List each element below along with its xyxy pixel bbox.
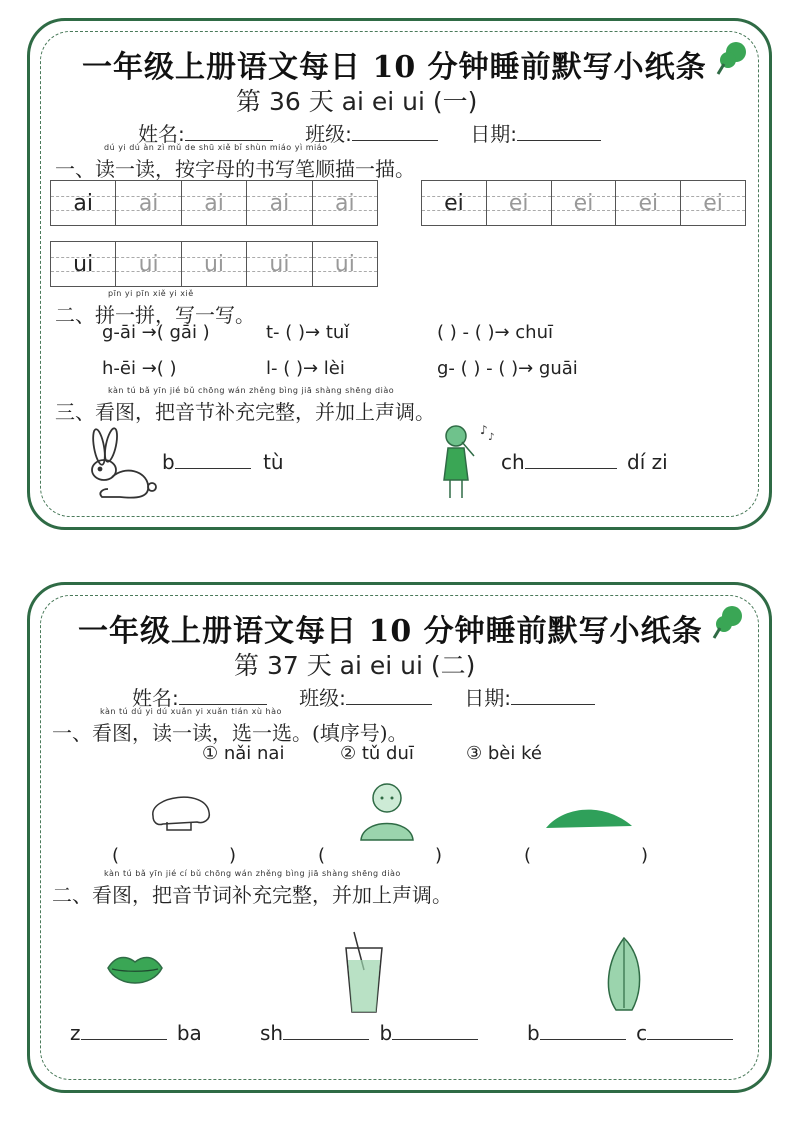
answer-blank[interactable] bbox=[283, 1021, 369, 1040]
dirt-mound-illustration bbox=[544, 800, 634, 832]
cabbage-illustration bbox=[596, 932, 652, 1012]
answer-initial: b bbox=[162, 450, 175, 474]
class-label: 班级: bbox=[305, 122, 352, 146]
exercise-5[interactable]: l- ( )→ lèi bbox=[266, 358, 345, 379]
option-3: ③ bèi ké bbox=[466, 743, 542, 764]
answer-blank[interactable] bbox=[525, 450, 617, 469]
grid-cell[interactable]: ai bbox=[116, 181, 181, 225]
grid-cell[interactable]: ai bbox=[313, 181, 377, 225]
name-label: 姓名: bbox=[132, 686, 179, 710]
name-field[interactable] bbox=[179, 686, 267, 705]
answer-blank[interactable] bbox=[647, 1021, 733, 1040]
grid-cell[interactable]: ui bbox=[313, 242, 377, 286]
answer-syllable: tù bbox=[263, 450, 284, 474]
exercise-6[interactable]: g- ( ) - ( )→ guāi bbox=[437, 358, 578, 379]
option-2: ② tǔ duī bbox=[340, 743, 414, 764]
grid-cell[interactable]: ei bbox=[681, 181, 745, 225]
sec1-title: 一、看图，读一读，选一选。(填序号)。 bbox=[52, 721, 408, 745]
lips-illustration bbox=[104, 948, 166, 992]
grid-cell[interactable]: ei bbox=[422, 181, 487, 225]
shell-illustration bbox=[145, 786, 215, 836]
exercise-1: g-āi →( gāi ) bbox=[102, 322, 210, 343]
grandma-illustration bbox=[355, 778, 419, 842]
tracing-grid-ei bbox=[421, 180, 746, 226]
answer-water: sh b bbox=[260, 1021, 478, 1045]
sec2-title: 二、看图，把音节词补充完整，并加上声调。 bbox=[52, 883, 452, 907]
pushpin-icon bbox=[716, 38, 750, 78]
tracing-grid-ai bbox=[50, 180, 378, 226]
option-1: ① nǎi nai bbox=[202, 743, 285, 764]
answer-lips: z ba bbox=[70, 1021, 202, 1045]
answer-paren-2[interactable]: ( ) bbox=[318, 845, 443, 866]
name-label: 姓名: bbox=[138, 122, 185, 146]
exercise-2[interactable]: t- ( )→ tuǐ bbox=[266, 322, 350, 343]
answer-paren-3[interactable]: ( ) bbox=[524, 845, 649, 866]
pushpin-icon bbox=[712, 602, 746, 642]
card1-title: 一年级上册语文每日 10 分钟睡前默写小纸条 bbox=[82, 50, 707, 85]
sec2-pinyin: pīn yi pīn xiě yi xiě bbox=[108, 289, 194, 298]
sec2-title: 二、拼一拼，写一写。 bbox=[55, 303, 255, 327]
answer-flute bbox=[501, 450, 668, 474]
tracing-grid-ui bbox=[50, 241, 378, 287]
svg-text:♪: ♪ bbox=[488, 432, 495, 443]
grid-cell[interactable]: ai bbox=[51, 181, 116, 225]
sec1-pinyin: kàn tú dú yi dú xuǎn yi xuǎn tián xù hào bbox=[100, 707, 282, 716]
grid-cell[interactable]: ui bbox=[247, 242, 312, 286]
grid-cell[interactable]: ei bbox=[552, 181, 617, 225]
answer-blank[interactable] bbox=[175, 450, 251, 469]
grid-cell[interactable]: ei bbox=[487, 181, 552, 225]
rabbit-illustration bbox=[80, 425, 158, 501]
grid-cell[interactable]: ai bbox=[247, 181, 312, 225]
answer-blank[interactable] bbox=[392, 1021, 478, 1040]
card1-subtitle: 第 36 天 ai ei ui (一) bbox=[236, 87, 478, 116]
date-label: 日期: bbox=[464, 686, 511, 710]
answer-blank[interactable] bbox=[81, 1021, 167, 1040]
sec3-pinyin: kàn tú bǎ yīn jié bǔ chōng wán zhěng bìng jiā shàng shēng diào bbox=[108, 386, 395, 395]
grid-cell[interactable]: ai bbox=[182, 181, 247, 225]
card2-subtitle: 第 37 天 ai ei ui (二) bbox=[234, 651, 476, 680]
sec2-pinyin: kàn tú bǎ yīn jié cí bǔ chōng wán zhěng bìng jiā shàng shēng diào bbox=[104, 869, 401, 878]
grid-cell[interactable]: ui bbox=[182, 242, 247, 286]
date-label: 日期: bbox=[470, 122, 517, 146]
sec1-pinyin: dú yi dú àn zì mǔ de shū xiě bǐ shùn miáo yì miáo bbox=[104, 143, 328, 152]
class-field[interactable] bbox=[346, 686, 432, 705]
class-label: 班级: bbox=[299, 686, 346, 710]
water-glass-illustration bbox=[342, 930, 386, 1016]
exercise-4[interactable]: h-ēi →( ) bbox=[102, 358, 177, 379]
answer-rabbit bbox=[162, 450, 284, 474]
answer-cabbage: b c bbox=[527, 1021, 733, 1045]
svg-text:♪: ♪ bbox=[480, 423, 488, 437]
answer-blank[interactable] bbox=[540, 1021, 626, 1040]
sec3-title: 三、看图，把音节补充完整，并加上声调。 bbox=[55, 400, 435, 424]
name-field[interactable] bbox=[185, 122, 273, 141]
grid-cell[interactable]: ui bbox=[51, 242, 116, 286]
sec1-title: 一、读一读，按字母的书写笔顺描一描。 bbox=[55, 157, 415, 181]
girl-flute-illustration bbox=[436, 420, 498, 504]
class-field[interactable] bbox=[352, 122, 438, 141]
answer-paren-1[interactable]: ( ) bbox=[112, 845, 237, 866]
grid-cell[interactable]: ei bbox=[616, 181, 681, 225]
date-field[interactable] bbox=[511, 686, 595, 705]
date-field[interactable] bbox=[517, 122, 601, 141]
card2-title: 一年级上册语文每日 10 分钟睡前默写小纸条 bbox=[78, 614, 703, 649]
exercise-3[interactable]: ( ) - ( )→ chuī bbox=[437, 322, 553, 343]
answer-initial: ch bbox=[501, 450, 525, 474]
grid-cell[interactable]: ui bbox=[116, 242, 181, 286]
answer-syllable: dí zi bbox=[627, 450, 668, 474]
